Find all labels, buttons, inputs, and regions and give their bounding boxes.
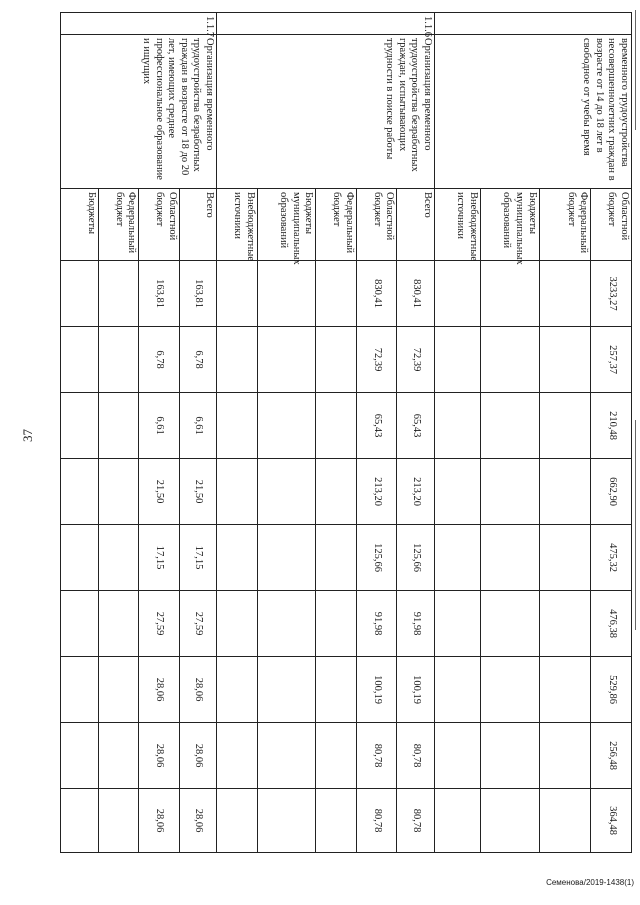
value-cell bbox=[539, 723, 591, 789]
value-cell bbox=[539, 657, 591, 723]
value-cell: 80,78 bbox=[397, 789, 434, 853]
value-cell bbox=[539, 261, 591, 327]
value-cell bbox=[98, 525, 139, 591]
value-cell bbox=[217, 393, 258, 459]
table-row bbox=[397, 13, 434, 853]
value-cell: 65,43 bbox=[397, 393, 434, 459]
value-cell: 662,90 bbox=[591, 459, 632, 525]
value-cell: 364,48 bbox=[591, 789, 632, 853]
value-cell bbox=[257, 657, 316, 723]
value-cell: 163,81 bbox=[179, 261, 216, 327]
measure-description: Организация временного трудоустройства безработных граждан, испытывающих трудности в поиске работы bbox=[217, 35, 435, 189]
value-cell: 17,15 bbox=[139, 525, 180, 591]
value-cell bbox=[61, 525, 99, 591]
value-cell: 80,78 bbox=[397, 723, 434, 789]
value-cell bbox=[217, 459, 258, 525]
value-cell bbox=[316, 591, 357, 657]
table-row bbox=[591, 13, 632, 853]
value-cell: 125,66 bbox=[356, 525, 397, 591]
funding-source: Внебюджетные источники bbox=[434, 189, 480, 261]
value-cell bbox=[61, 789, 99, 853]
value-cell bbox=[480, 525, 539, 591]
value-cell: 6,78 bbox=[179, 327, 216, 393]
funding-source: Всего bbox=[179, 189, 216, 261]
value-cell bbox=[257, 459, 316, 525]
value-cell bbox=[257, 525, 316, 591]
value-cell: 72,39 bbox=[356, 327, 397, 393]
value-cell bbox=[539, 591, 591, 657]
value-cell bbox=[539, 327, 591, 393]
value-cell bbox=[217, 789, 258, 853]
value-cell bbox=[61, 459, 99, 525]
value-cell bbox=[316, 723, 357, 789]
value-cell: 91,98 bbox=[397, 591, 434, 657]
funding-source: Бюджеты муниципальных образований bbox=[257, 189, 316, 261]
value-cell: 91,98 bbox=[356, 591, 397, 657]
value-cell bbox=[98, 459, 139, 525]
value-cell bbox=[257, 393, 316, 459]
value-cell bbox=[316, 459, 357, 525]
value-cell bbox=[480, 459, 539, 525]
funding-source: Внебюджетные источники bbox=[217, 189, 258, 261]
value-cell: 210,48 bbox=[591, 393, 632, 459]
funding-source: Федеральный бюджет bbox=[316, 189, 357, 261]
value-cell bbox=[539, 789, 591, 853]
value-cell bbox=[61, 591, 99, 657]
value-cell bbox=[217, 591, 258, 657]
value-cell bbox=[257, 327, 316, 393]
value-cell: 100,19 bbox=[356, 657, 397, 723]
value-cell bbox=[98, 789, 139, 853]
value-cell: 28,06 bbox=[139, 723, 180, 789]
value-cell bbox=[480, 591, 539, 657]
value-cell bbox=[98, 261, 139, 327]
value-cell: 476,38 bbox=[591, 591, 632, 657]
value-cell bbox=[316, 327, 357, 393]
value-cell: 6,61 bbox=[139, 393, 180, 459]
value-cell: 256,48 bbox=[591, 723, 632, 789]
item-number bbox=[434, 13, 631, 35]
value-cell: 80,78 bbox=[356, 789, 397, 853]
value-cell bbox=[98, 723, 139, 789]
value-cell: 830,41 bbox=[356, 261, 397, 327]
value-cell bbox=[316, 261, 357, 327]
rotated-table-wrapper bbox=[60, 12, 632, 852]
funding-source: Бюджеты муниципальных образований bbox=[480, 189, 539, 261]
value-cell bbox=[61, 261, 99, 327]
value-cell bbox=[434, 327, 480, 393]
value-cell bbox=[480, 393, 539, 459]
value-cell bbox=[217, 327, 258, 393]
value-cell bbox=[316, 393, 357, 459]
value-cell bbox=[257, 261, 316, 327]
value-cell: 27,59 bbox=[139, 591, 180, 657]
document-code: Семенова/2019-1438(1) bbox=[546, 878, 634, 887]
value-cell: 28,06 bbox=[179, 789, 216, 853]
value-cell bbox=[257, 591, 316, 657]
value-cell bbox=[98, 657, 139, 723]
value-cell: 6,78 bbox=[139, 327, 180, 393]
item-number: 1.1.7 bbox=[61, 13, 217, 35]
value-cell: 21,50 bbox=[139, 459, 180, 525]
scan-edge-line bbox=[635, 420, 636, 630]
value-cell: 6,61 bbox=[179, 393, 216, 459]
value-cell bbox=[98, 327, 139, 393]
value-cell: 529,86 bbox=[591, 657, 632, 723]
value-cell bbox=[434, 591, 480, 657]
page-number: 37 bbox=[20, 429, 35, 442]
budget-table bbox=[60, 12, 632, 853]
value-cell: 213,20 bbox=[397, 459, 434, 525]
value-cell: 28,06 bbox=[139, 657, 180, 723]
value-cell bbox=[316, 789, 357, 853]
value-cell: 163,81 bbox=[139, 261, 180, 327]
value-cell: 17,15 bbox=[179, 525, 216, 591]
value-cell bbox=[98, 591, 139, 657]
funding-source: Областной бюджет bbox=[356, 189, 397, 261]
value-cell bbox=[480, 789, 539, 853]
value-cell: 27,59 bbox=[179, 591, 216, 657]
value-cell bbox=[61, 327, 99, 393]
value-cell bbox=[434, 723, 480, 789]
funding-source: Областной бюджет bbox=[139, 189, 180, 261]
value-cell bbox=[434, 393, 480, 459]
value-cell bbox=[434, 789, 480, 853]
value-cell bbox=[61, 657, 99, 723]
value-cell bbox=[217, 261, 258, 327]
item-number: 1.1.6 bbox=[217, 13, 435, 35]
funding-source: Областной бюджет bbox=[591, 189, 632, 261]
value-cell: 28,06 bbox=[139, 789, 180, 853]
value-cell bbox=[217, 525, 258, 591]
value-cell bbox=[98, 393, 139, 459]
value-cell bbox=[434, 459, 480, 525]
value-cell: 475,32 bbox=[591, 525, 632, 591]
value-cell: 28,06 bbox=[179, 657, 216, 723]
value-cell bbox=[61, 723, 99, 789]
value-cell bbox=[257, 789, 316, 853]
scan-edge-line bbox=[635, 10, 636, 130]
value-cell bbox=[434, 657, 480, 723]
value-cell: 3233,27 bbox=[591, 261, 632, 327]
measure-description: Организация временного трудоустройства безработных граждан в возрасте от 18 до 20 лет, имеющих среднее профессиональное образование и ищущих bbox=[61, 35, 217, 189]
value-cell bbox=[217, 657, 258, 723]
value-cell: 257,37 bbox=[591, 327, 632, 393]
value-cell bbox=[316, 525, 357, 591]
value-cell bbox=[539, 393, 591, 459]
value-cell bbox=[539, 525, 591, 591]
value-cell: 80,78 bbox=[356, 723, 397, 789]
value-cell: 21,50 bbox=[179, 459, 216, 525]
value-cell bbox=[434, 525, 480, 591]
value-cell bbox=[480, 327, 539, 393]
value-cell bbox=[434, 261, 480, 327]
value-cell bbox=[257, 723, 316, 789]
value-cell: 213,20 bbox=[356, 459, 397, 525]
value-cell: 125,66 bbox=[397, 525, 434, 591]
value-cell bbox=[217, 723, 258, 789]
value-cell: 830,41 bbox=[397, 261, 434, 327]
value-cell bbox=[539, 459, 591, 525]
measure-description: временного трудоустройства несовершеннолетних граждан в возрасте от 14 до 18 лет в свободное от учебы время bbox=[434, 35, 631, 189]
value-cell: 72,39 bbox=[397, 327, 434, 393]
funding-source: Всего bbox=[397, 189, 434, 261]
value-cell: 100,19 bbox=[397, 657, 434, 723]
value-cell: 65,43 bbox=[356, 393, 397, 459]
value-cell: 28,06 bbox=[179, 723, 216, 789]
funding-source: Федеральный бюджет bbox=[98, 189, 139, 261]
funding-source: Бюджеты bbox=[61, 189, 99, 261]
value-cell bbox=[316, 657, 357, 723]
funding-source: Федеральный бюджет bbox=[539, 189, 591, 261]
value-cell bbox=[480, 657, 539, 723]
value-cell bbox=[480, 723, 539, 789]
table-row bbox=[179, 13, 216, 853]
value-cell bbox=[61, 393, 99, 459]
value-cell bbox=[480, 261, 539, 327]
